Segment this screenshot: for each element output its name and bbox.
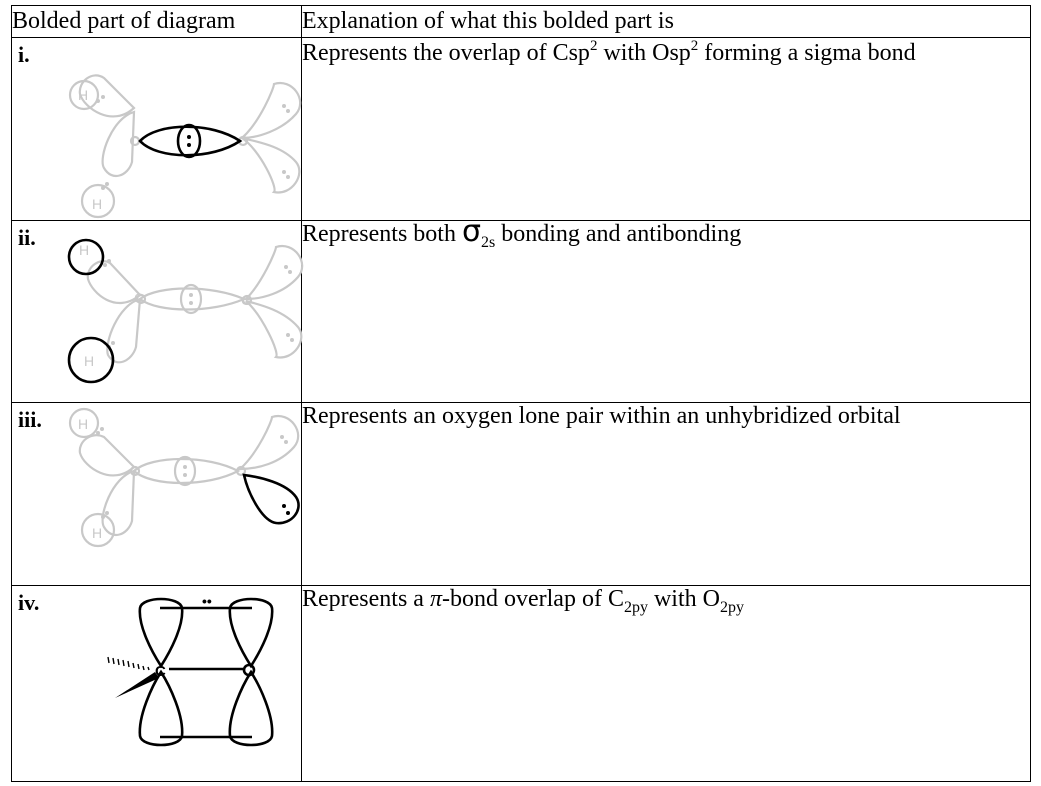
- svg-text:O: O: [241, 292, 252, 308]
- diagram-cell-3: [12, 403, 302, 586]
- hashed-wedge: [108, 657, 149, 670]
- lone-pair-lobe-bold: [244, 475, 299, 523]
- row-label: iv.: [18, 590, 40, 615]
- oxygen-lone-pair: ••: [202, 593, 212, 609]
- header-diagram: Bolded part of diagram: [12, 6, 302, 38]
- pi-symbol: π: [429, 586, 442, 612]
- svg-text:C: C: [134, 290, 145, 306]
- sigma-symbol: σ: [461, 214, 481, 249]
- o-lobe: [242, 83, 300, 138]
- c-h-lobe: [103, 112, 134, 176]
- svg-text:H: H: [92, 196, 103, 212]
- svg-text:H: H: [92, 525, 103, 541]
- pi-bond-diagram: [12, 586, 306, 781]
- formaldehyde-orbital-diagram-3: [12, 403, 306, 585]
- diagram-cell-4: [12, 586, 302, 782]
- row-label: iii.: [18, 407, 42, 432]
- table-row: [12, 38, 1031, 221]
- orbital-table: [11, 5, 1031, 782]
- diagram-cell-2: [12, 221, 302, 403]
- table-row: [12, 586, 1031, 782]
- carbon-label: C: [155, 663, 166, 680]
- row-label: i.: [18, 42, 30, 67]
- o-lobe: [242, 138, 299, 192]
- oxygen-p-lobe-bottom: [230, 672, 272, 745]
- diagram-cell-1: [12, 38, 302, 221]
- explanation-cell-1: Represents the overlap of Csp$^2$ with Osp$^2$ forming a sigma bond: [302, 38, 1031, 221]
- svg-text:H: H: [78, 416, 89, 432]
- sigma-overlap-bold: [140, 125, 240, 157]
- row-label: ii.: [18, 225, 36, 250]
- explanation-cell-2: Represents both $\sigma_{2s}$ bonding and antibonding: [302, 221, 1031, 403]
- formaldehyde-orbital-diagram-1: [12, 38, 306, 220]
- table-row: [12, 221, 1031, 403]
- svg-text:H: H: [78, 87, 89, 103]
- explanation-cell-4: Represents a π-bond overlap of $C_{2py}$ with $O_{2py}$: [302, 586, 1031, 782]
- formaldehyde-orbital-diagram-2: [12, 221, 306, 402]
- table-row: [12, 403, 1031, 586]
- explanation-cell-3: Represents an oxygen lone pair within an unhybridized orbital: [302, 403, 1031, 586]
- header-row: [12, 6, 1031, 38]
- svg-text:H: H: [84, 353, 95, 369]
- svg-text:H: H: [79, 242, 90, 258]
- header-explanation: Explanation of what this bolded part is: [302, 6, 1031, 38]
